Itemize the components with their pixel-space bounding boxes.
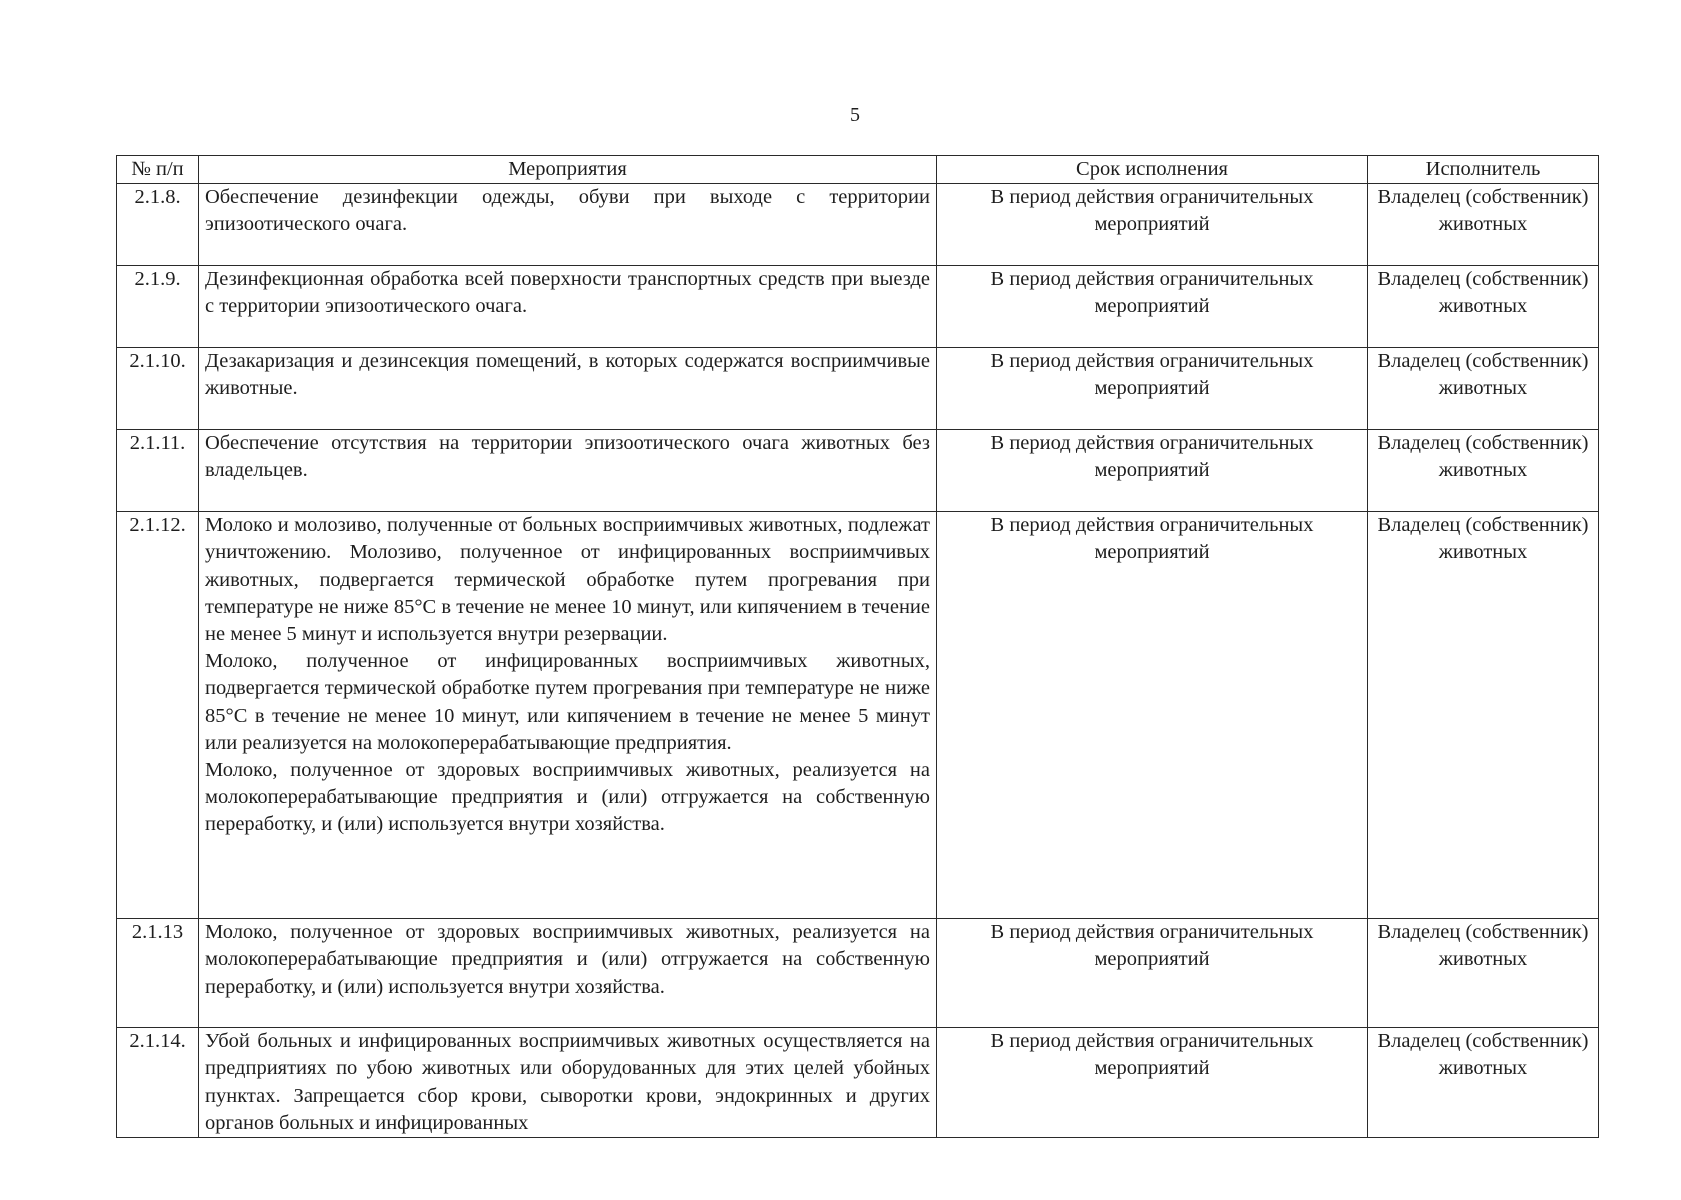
header-number: № п/п (117, 156, 199, 184)
row-measure (199, 184, 937, 266)
row-executor: Владелец (собственник) животных (1368, 430, 1599, 512)
row-deadline: В период действия ограничительных мероприятий (937, 348, 1368, 430)
measure-paragraph: Убой больных и инфицированных восприимчивых животных осуществляется на предприятиях по убою животных или оборудованных для этих целей убойных пунктах. Запрещается сбор крови, сыворотки крови, эндокринных и других органов больных и инфицированных (205, 1030, 930, 1134)
measure-paragraph: Обеспечение дезинфекции одежды, обуви при выходе с территории эпизоотического очага. (205, 186, 930, 236)
measure-paragraph: Молоко, полученное от здоровых восприимчивых животных, реализуется на молокоперерабатывающие предприятия и (или) отгружается на собственную переработку, и (или) используется внутри хозяйства. (205, 921, 930, 998)
measure-paragraph: Дезакаризация и дезинсекция помещений, в которых содержатся восприимчивые животные. (205, 350, 930, 400)
row-measure (199, 348, 937, 430)
header-executor: Исполнитель (1368, 156, 1599, 184)
row-number: 2.1.9. (117, 266, 199, 348)
page-number: 5 (850, 104, 860, 126)
row-number: 2.1.13 (117, 919, 199, 1028)
row-executor: Владелец (собственник) животных (1368, 184, 1599, 266)
row-deadline: В период действия ограничительных мероприятий (937, 919, 1368, 1028)
row-measure (199, 919, 937, 1028)
row-executor: Владелец (собственник) животных (1368, 266, 1599, 348)
row-executor: Владелец (собственник) животных (1368, 512, 1599, 919)
row-deadline: В период действия ограничительных мероприятий (937, 266, 1368, 348)
row-measure (199, 430, 937, 512)
row-deadline: В период действия ограничительных мероприятий (937, 430, 1368, 512)
row-deadline: В период действия ограничительных мероприятий (937, 512, 1368, 919)
row-measure (199, 1028, 937, 1138)
header-measures: Мероприятия (199, 156, 937, 184)
table-row (117, 512, 1599, 919)
measures-table (116, 155, 1599, 1138)
table-row (117, 184, 1599, 266)
row-executor: Владелец (собственник) животных (1368, 1028, 1599, 1138)
row-executor: Владелец (собственник) животных (1368, 348, 1599, 430)
row-number: 2.1.14. (117, 1028, 199, 1138)
measure-paragraph: Молоко, полученное от инфицированных восприимчивых животных, подвергается термической обработке путем прогревания при температуре не ниже 85°С в течение не менее 10 минут, или кипячением в течение не менее 5 минут или реализуется на молокоперерабатывающие предприятия. (205, 650, 930, 754)
row-deadline: В период действия ограничительных мероприятий (937, 184, 1368, 266)
measure-paragraph: Дезинфекционная обработка всей поверхности транспортных средств при выезде с территории эпизоотического очага. (205, 268, 930, 318)
table-row (117, 1028, 1599, 1138)
table-row (117, 348, 1599, 430)
row-number: 2.1.10. (117, 348, 199, 430)
table-row (117, 266, 1599, 348)
row-number: 2.1.12. (117, 512, 199, 919)
measure-paragraph: Молоко, полученное от здоровых восприимчивых животных, реализуется на молокоперерабатывающие предприятия и (или) отгружается на собственную переработку, и (или) используется внутри хозяйства. (205, 759, 930, 836)
row-measure (199, 266, 937, 348)
measure-paragraph: Обеспечение отсутствия на территории эпизоотического очага животных без владельцев. (205, 432, 930, 482)
row-executor: Владелец (собственник) животных (1368, 919, 1599, 1028)
table-row (117, 919, 1599, 1028)
header-deadline: Срок исполнения (937, 156, 1368, 184)
row-measure (199, 512, 937, 919)
row-number: 2.1.8. (117, 184, 199, 266)
table-header-row (117, 156, 1599, 184)
measure-paragraph: Молоко и молозиво, полученные от больных восприимчивых животных, подлежат уничтожению. Молозиво, полученное от инфицированных восприимчивых животных, подвергается термической обработке путем прогревания при температуре не ниже 85°С в течение не менее 10 минут, или кипячением в течение не менее 5 минут и используется внутри резервации. (205, 514, 930, 646)
row-number: 2.1.11. (117, 430, 199, 512)
table-row (117, 430, 1599, 512)
row-deadline: В период действия ограничительных мероприятий (937, 1028, 1368, 1138)
